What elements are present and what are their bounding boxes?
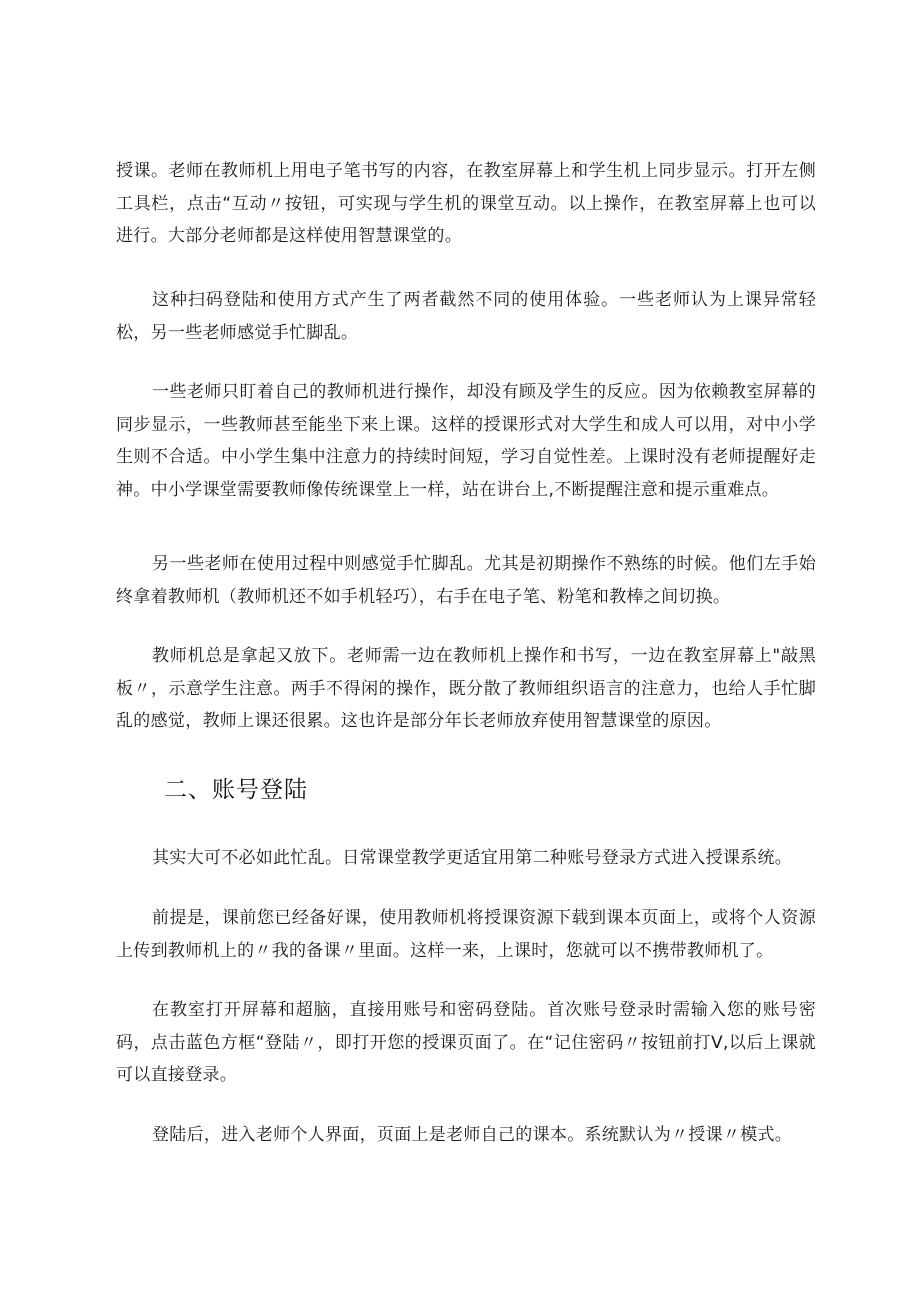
- paragraph-teacher-device-focus: 一些老师只盯着自己的教师机进行操作，却没有顾及学生的反应。因为依赖教室屏幕的同步显示，一些教师甚至能坐下来上课。这样的授课形式对大学生和成人可以用，对中小学生则不合适。中小学生集中注意力的持续时间短，学习自觉性差。上课时没有老师提醒好走神。中小学课堂需要教师像传统课堂上一样，站在讲台上,不断提醒注意和提示重难点。: [116, 382, 816, 500]
- section-heading: 二、账号登陆: [164, 777, 308, 803]
- paragraph-two-experiences: 这种扫码登陆和使用方式产生了两者截然不同的使用体验。一些老师认为上课异常轻松，另一些老师感觉手忙脚乱。: [116, 290, 816, 343]
- paragraph-prerequisite: 前提是，课前您已经备好课，使用教师机将授课资源下载到课本页面上，或将个人资源上传到教师机上的〃我的备课〃里面。这样一来，上课时，您就可以不携带教师机了。: [116, 908, 816, 961]
- paragraph-busy-hands: 另一些老师在使用过程中则感觉手忙脚乱。尤其是初期操作不熟练的时候。他们左手始终拿着教师机（教师机还不如手机轻巧），右手在电子笔、粉笔和教棒之间切换。: [116, 554, 816, 607]
- paragraph-no-need-busy: 其实大可不必如此忙乱。日常课堂教学更适宜用第二种账号登录方式进入授课系统。: [152, 848, 793, 868]
- paragraph-intro-continued: 授课。老师在教师机上用电子笔书写的内容，在教室屏幕上和学生机上同步显示。打开左侧工具栏，点击“互动〃按钮，可实现与学生机的课堂互动。以上操作，在教室屏幕上也可以进行。大部分老师都是这样使用智慧课堂的。: [116, 161, 816, 246]
- paragraph-login-steps: 在教室打开屏幕和超脑，直接用账号和密码登陆。首次账号登录时需输入您的账号密码，点击蓝色方框“登陆〃，即打开您的授课页面了。在“记住密码〃按钮前打V,以后上课就可以直接登录。: [116, 1000, 816, 1085]
- paragraph-after-login: 登陆后，进入老师个人界面，页面上是老师自己的课本。系统默认为〃授课〃模式。: [152, 1125, 793, 1145]
- paragraph-device-pickup: 教师机总是拿起又放下。老师需一边在教师机上操作和书写，一边在教室屏幕上"敲黑板〃，示意学生注意。两手不得闲的操作，既分散了教师组织语言的注意力，也给人手忙脚乱的感觉，教师上课还很累。这也许是部分年长老师放弃使用智慧课堂的原因。: [116, 646, 816, 731]
